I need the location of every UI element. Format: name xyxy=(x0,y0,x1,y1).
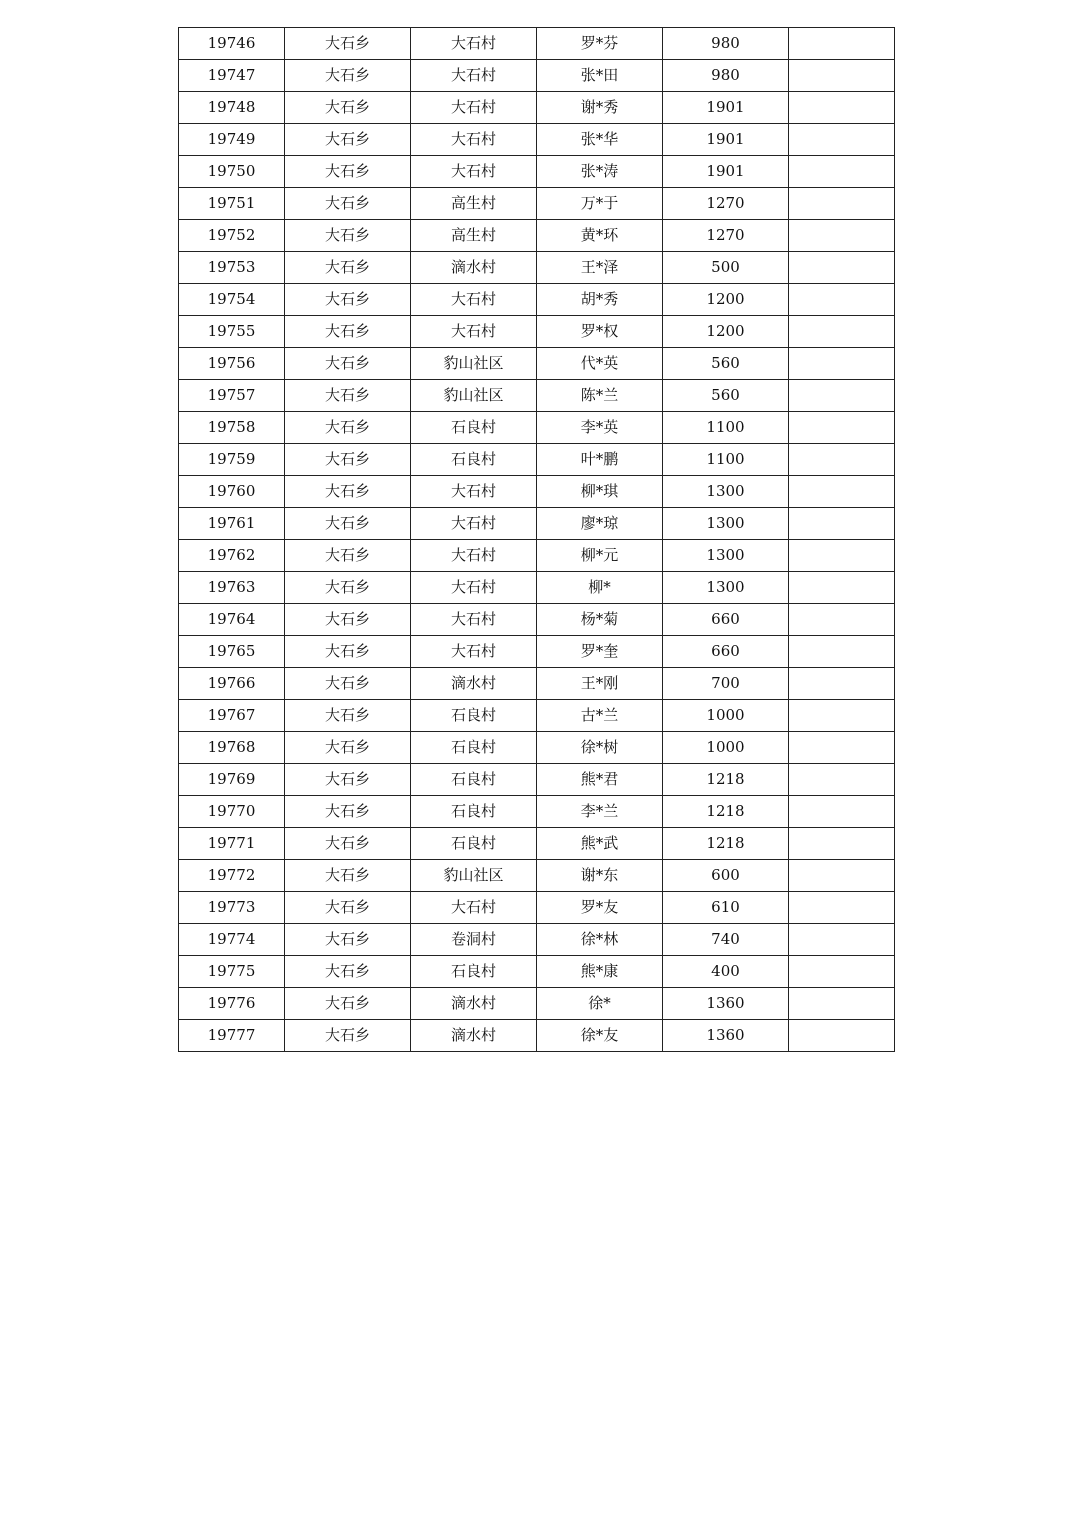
village-cell: 高生村 xyxy=(411,188,537,220)
township-cell: 大石乡 xyxy=(285,348,411,380)
table-row xyxy=(179,604,895,636)
name-cell: 徐* xyxy=(537,988,663,1020)
township-cell: 大石乡 xyxy=(285,380,411,412)
amount-cell: 500 xyxy=(663,252,789,284)
village-cell: 大石村 xyxy=(411,572,537,604)
table-row xyxy=(179,508,895,540)
serial-number-cell: 19761 xyxy=(179,508,285,540)
village-cell: 大石村 xyxy=(411,476,537,508)
township-cell: 大石乡 xyxy=(285,540,411,572)
amount-cell: 700 xyxy=(663,668,789,700)
serial-number-cell: 19752 xyxy=(179,220,285,252)
name-cell: 胡*秀 xyxy=(537,284,663,316)
township-cell: 大石乡 xyxy=(285,764,411,796)
village-cell: 石良村 xyxy=(411,732,537,764)
township-cell: 大石乡 xyxy=(285,508,411,540)
remark-cell xyxy=(789,668,895,700)
table-row xyxy=(179,476,895,508)
village-cell: 石良村 xyxy=(411,444,537,476)
name-cell: 熊*康 xyxy=(537,956,663,988)
township-cell: 大石乡 xyxy=(285,636,411,668)
village-cell: 大石村 xyxy=(411,92,537,124)
township-cell: 大石乡 xyxy=(285,60,411,92)
township-cell: 大石乡 xyxy=(285,956,411,988)
serial-number-cell: 19753 xyxy=(179,252,285,284)
amount-cell: 660 xyxy=(663,636,789,668)
amount-cell: 1270 xyxy=(663,188,789,220)
amount-cell: 1218 xyxy=(663,764,789,796)
table-body xyxy=(179,28,895,1052)
village-cell: 大石村 xyxy=(411,60,537,92)
name-cell: 王*刚 xyxy=(537,668,663,700)
name-cell: 张*田 xyxy=(537,60,663,92)
serial-number-cell: 19776 xyxy=(179,988,285,1020)
table-row xyxy=(179,636,895,668)
village-cell: 大石村 xyxy=(411,284,537,316)
amount-cell: 740 xyxy=(663,924,789,956)
amount-cell: 1901 xyxy=(663,92,789,124)
name-cell: 万*于 xyxy=(537,188,663,220)
serial-number-cell: 19766 xyxy=(179,668,285,700)
amount-cell: 400 xyxy=(663,956,789,988)
amount-cell: 610 xyxy=(663,892,789,924)
table-row xyxy=(179,572,895,604)
table-row xyxy=(179,316,895,348)
table-row xyxy=(179,988,895,1020)
table-row xyxy=(179,412,895,444)
remark-cell xyxy=(789,828,895,860)
name-cell: 叶*鹏 xyxy=(537,444,663,476)
table-row xyxy=(179,956,895,988)
village-cell: 大石村 xyxy=(411,604,537,636)
table-row xyxy=(179,348,895,380)
remark-cell xyxy=(789,60,895,92)
serial-number-cell: 19763 xyxy=(179,572,285,604)
remark-cell xyxy=(789,956,895,988)
table-row xyxy=(179,380,895,412)
township-cell: 大石乡 xyxy=(285,604,411,636)
name-cell: 李*兰 xyxy=(537,796,663,828)
name-cell: 黄*环 xyxy=(537,220,663,252)
name-cell: 柳*元 xyxy=(537,540,663,572)
amount-cell: 1100 xyxy=(663,412,789,444)
table-row xyxy=(179,188,895,220)
serial-number-cell: 19771 xyxy=(179,828,285,860)
township-cell: 大石乡 xyxy=(285,156,411,188)
village-cell: 石良村 xyxy=(411,796,537,828)
remark-cell xyxy=(789,284,895,316)
serial-number-cell: 19762 xyxy=(179,540,285,572)
remark-cell xyxy=(789,220,895,252)
amount-cell: 980 xyxy=(663,28,789,60)
amount-cell: 560 xyxy=(663,380,789,412)
name-cell: 罗*友 xyxy=(537,892,663,924)
remark-cell xyxy=(789,604,895,636)
remark-cell xyxy=(789,316,895,348)
amount-cell: 1218 xyxy=(663,796,789,828)
serial-number-cell: 19751 xyxy=(179,188,285,220)
name-cell: 罗*权 xyxy=(537,316,663,348)
township-cell: 大石乡 xyxy=(285,860,411,892)
amount-cell: 560 xyxy=(663,348,789,380)
amount-cell: 1218 xyxy=(663,828,789,860)
serial-number-cell: 19774 xyxy=(179,924,285,956)
amount-cell: 1300 xyxy=(663,476,789,508)
table-row xyxy=(179,828,895,860)
table-row xyxy=(179,28,895,60)
remark-cell xyxy=(789,188,895,220)
serial-number-cell: 19772 xyxy=(179,860,285,892)
remark-cell xyxy=(789,124,895,156)
township-cell: 大石乡 xyxy=(285,668,411,700)
name-cell: 张*涛 xyxy=(537,156,663,188)
table-row xyxy=(179,924,895,956)
name-cell: 徐*友 xyxy=(537,1020,663,1052)
serial-number-cell: 19748 xyxy=(179,92,285,124)
remark-cell xyxy=(789,412,895,444)
village-cell: 滴水村 xyxy=(411,668,537,700)
village-cell: 石良村 xyxy=(411,412,537,444)
township-cell: 大石乡 xyxy=(285,892,411,924)
table-row xyxy=(179,700,895,732)
table-row xyxy=(179,796,895,828)
name-cell: 王*泽 xyxy=(537,252,663,284)
township-cell: 大石乡 xyxy=(285,444,411,476)
amount-cell: 1200 xyxy=(663,316,789,348)
name-cell: 杨*菊 xyxy=(537,604,663,636)
serial-number-cell: 19746 xyxy=(179,28,285,60)
village-cell: 大石村 xyxy=(411,316,537,348)
township-cell: 大石乡 xyxy=(285,284,411,316)
remark-cell xyxy=(789,540,895,572)
remark-cell xyxy=(789,924,895,956)
serial-number-cell: 19767 xyxy=(179,700,285,732)
data-table xyxy=(178,27,895,1052)
village-cell: 大石村 xyxy=(411,156,537,188)
table-row xyxy=(179,764,895,796)
remark-cell xyxy=(789,732,895,764)
village-cell: 豹山社区 xyxy=(411,860,537,892)
township-cell: 大石乡 xyxy=(285,220,411,252)
table-row xyxy=(179,732,895,764)
serial-number-cell: 19747 xyxy=(179,60,285,92)
amount-cell: 1360 xyxy=(663,988,789,1020)
name-cell: 谢*东 xyxy=(537,860,663,892)
village-cell: 大石村 xyxy=(411,28,537,60)
village-cell: 豹山社区 xyxy=(411,348,537,380)
table-row xyxy=(179,668,895,700)
village-cell: 卷洞村 xyxy=(411,924,537,956)
table-row xyxy=(179,92,895,124)
name-cell: 柳*琪 xyxy=(537,476,663,508)
township-cell: 大石乡 xyxy=(285,412,411,444)
township-cell: 大石乡 xyxy=(285,316,411,348)
serial-number-cell: 19768 xyxy=(179,732,285,764)
village-cell: 大石村 xyxy=(411,508,537,540)
village-cell: 大石村 xyxy=(411,124,537,156)
township-cell: 大石乡 xyxy=(285,1020,411,1052)
remark-cell xyxy=(789,892,895,924)
amount-cell: 1300 xyxy=(663,540,789,572)
township-cell: 大石乡 xyxy=(285,252,411,284)
village-cell: 滴水村 xyxy=(411,1020,537,1052)
table-row xyxy=(179,124,895,156)
serial-number-cell: 19756 xyxy=(179,348,285,380)
township-cell: 大石乡 xyxy=(285,476,411,508)
amount-cell: 1300 xyxy=(663,572,789,604)
village-cell: 石良村 xyxy=(411,700,537,732)
table-row xyxy=(179,444,895,476)
serial-number-cell: 19773 xyxy=(179,892,285,924)
name-cell: 柳* xyxy=(537,572,663,604)
remark-cell xyxy=(789,636,895,668)
remark-cell xyxy=(789,860,895,892)
township-cell: 大石乡 xyxy=(285,988,411,1020)
amount-cell: 1901 xyxy=(663,156,789,188)
amount-cell: 1300 xyxy=(663,508,789,540)
village-cell: 大石村 xyxy=(411,892,537,924)
table-row xyxy=(179,860,895,892)
amount-cell: 600 xyxy=(663,860,789,892)
serial-number-cell: 19775 xyxy=(179,956,285,988)
name-cell: 罗*奎 xyxy=(537,636,663,668)
amount-cell: 1000 xyxy=(663,732,789,764)
table-row xyxy=(179,220,895,252)
serial-number-cell: 19750 xyxy=(179,156,285,188)
name-cell: 熊*武 xyxy=(537,828,663,860)
serial-number-cell: 19758 xyxy=(179,412,285,444)
township-cell: 大石乡 xyxy=(285,124,411,156)
remark-cell xyxy=(789,156,895,188)
township-cell: 大石乡 xyxy=(285,828,411,860)
table-row xyxy=(179,252,895,284)
remark-cell xyxy=(789,988,895,1020)
amount-cell: 1100 xyxy=(663,444,789,476)
serial-number-cell: 19764 xyxy=(179,604,285,636)
remark-cell xyxy=(789,92,895,124)
amount-cell: 1200 xyxy=(663,284,789,316)
name-cell: 张*华 xyxy=(537,124,663,156)
remark-cell xyxy=(789,380,895,412)
table-row xyxy=(179,60,895,92)
name-cell: 熊*君 xyxy=(537,764,663,796)
amount-cell: 1270 xyxy=(663,220,789,252)
name-cell: 徐*林 xyxy=(537,924,663,956)
township-cell: 大石乡 xyxy=(285,188,411,220)
serial-number-cell: 19760 xyxy=(179,476,285,508)
remark-cell xyxy=(789,796,895,828)
serial-number-cell: 19765 xyxy=(179,636,285,668)
remark-cell xyxy=(789,764,895,796)
township-cell: 大石乡 xyxy=(285,924,411,956)
serial-number-cell: 19770 xyxy=(179,796,285,828)
serial-number-cell: 19759 xyxy=(179,444,285,476)
table-row xyxy=(179,892,895,924)
township-cell: 大石乡 xyxy=(285,28,411,60)
village-cell: 大石村 xyxy=(411,636,537,668)
serial-number-cell: 19749 xyxy=(179,124,285,156)
amount-cell: 1360 xyxy=(663,1020,789,1052)
table-row xyxy=(179,284,895,316)
amount-cell: 1000 xyxy=(663,700,789,732)
village-cell: 石良村 xyxy=(411,764,537,796)
serial-number-cell: 19769 xyxy=(179,764,285,796)
remark-cell xyxy=(789,476,895,508)
table-row xyxy=(179,1020,895,1052)
serial-number-cell: 19757 xyxy=(179,380,285,412)
village-cell: 高生村 xyxy=(411,220,537,252)
serial-number-cell: 19755 xyxy=(179,316,285,348)
name-cell: 徐*树 xyxy=(537,732,663,764)
township-cell: 大石乡 xyxy=(285,796,411,828)
name-cell: 陈*兰 xyxy=(537,380,663,412)
table-row xyxy=(179,540,895,572)
amount-cell: 1901 xyxy=(663,124,789,156)
village-cell: 大石村 xyxy=(411,540,537,572)
amount-cell: 980 xyxy=(663,60,789,92)
remark-cell xyxy=(789,28,895,60)
township-cell: 大石乡 xyxy=(285,92,411,124)
amount-cell: 660 xyxy=(663,604,789,636)
table-row xyxy=(179,156,895,188)
village-cell: 滴水村 xyxy=(411,252,537,284)
name-cell: 代*英 xyxy=(537,348,663,380)
remark-cell xyxy=(789,572,895,604)
serial-number-cell: 19754 xyxy=(179,284,285,316)
remark-cell xyxy=(789,1020,895,1052)
remark-cell xyxy=(789,444,895,476)
township-cell: 大石乡 xyxy=(285,572,411,604)
remark-cell xyxy=(789,508,895,540)
village-cell: 滴水村 xyxy=(411,988,537,1020)
remark-cell xyxy=(789,700,895,732)
village-cell: 石良村 xyxy=(411,828,537,860)
village-cell: 豹山社区 xyxy=(411,380,537,412)
name-cell: 古*兰 xyxy=(537,700,663,732)
remark-cell xyxy=(789,252,895,284)
name-cell: 谢*秀 xyxy=(537,92,663,124)
township-cell: 大石乡 xyxy=(285,732,411,764)
village-cell: 石良村 xyxy=(411,956,537,988)
name-cell: 李*英 xyxy=(537,412,663,444)
remark-cell xyxy=(789,348,895,380)
name-cell: 罗*芬 xyxy=(537,28,663,60)
name-cell: 廖*琼 xyxy=(537,508,663,540)
serial-number-cell: 19777 xyxy=(179,1020,285,1052)
township-cell: 大石乡 xyxy=(285,700,411,732)
